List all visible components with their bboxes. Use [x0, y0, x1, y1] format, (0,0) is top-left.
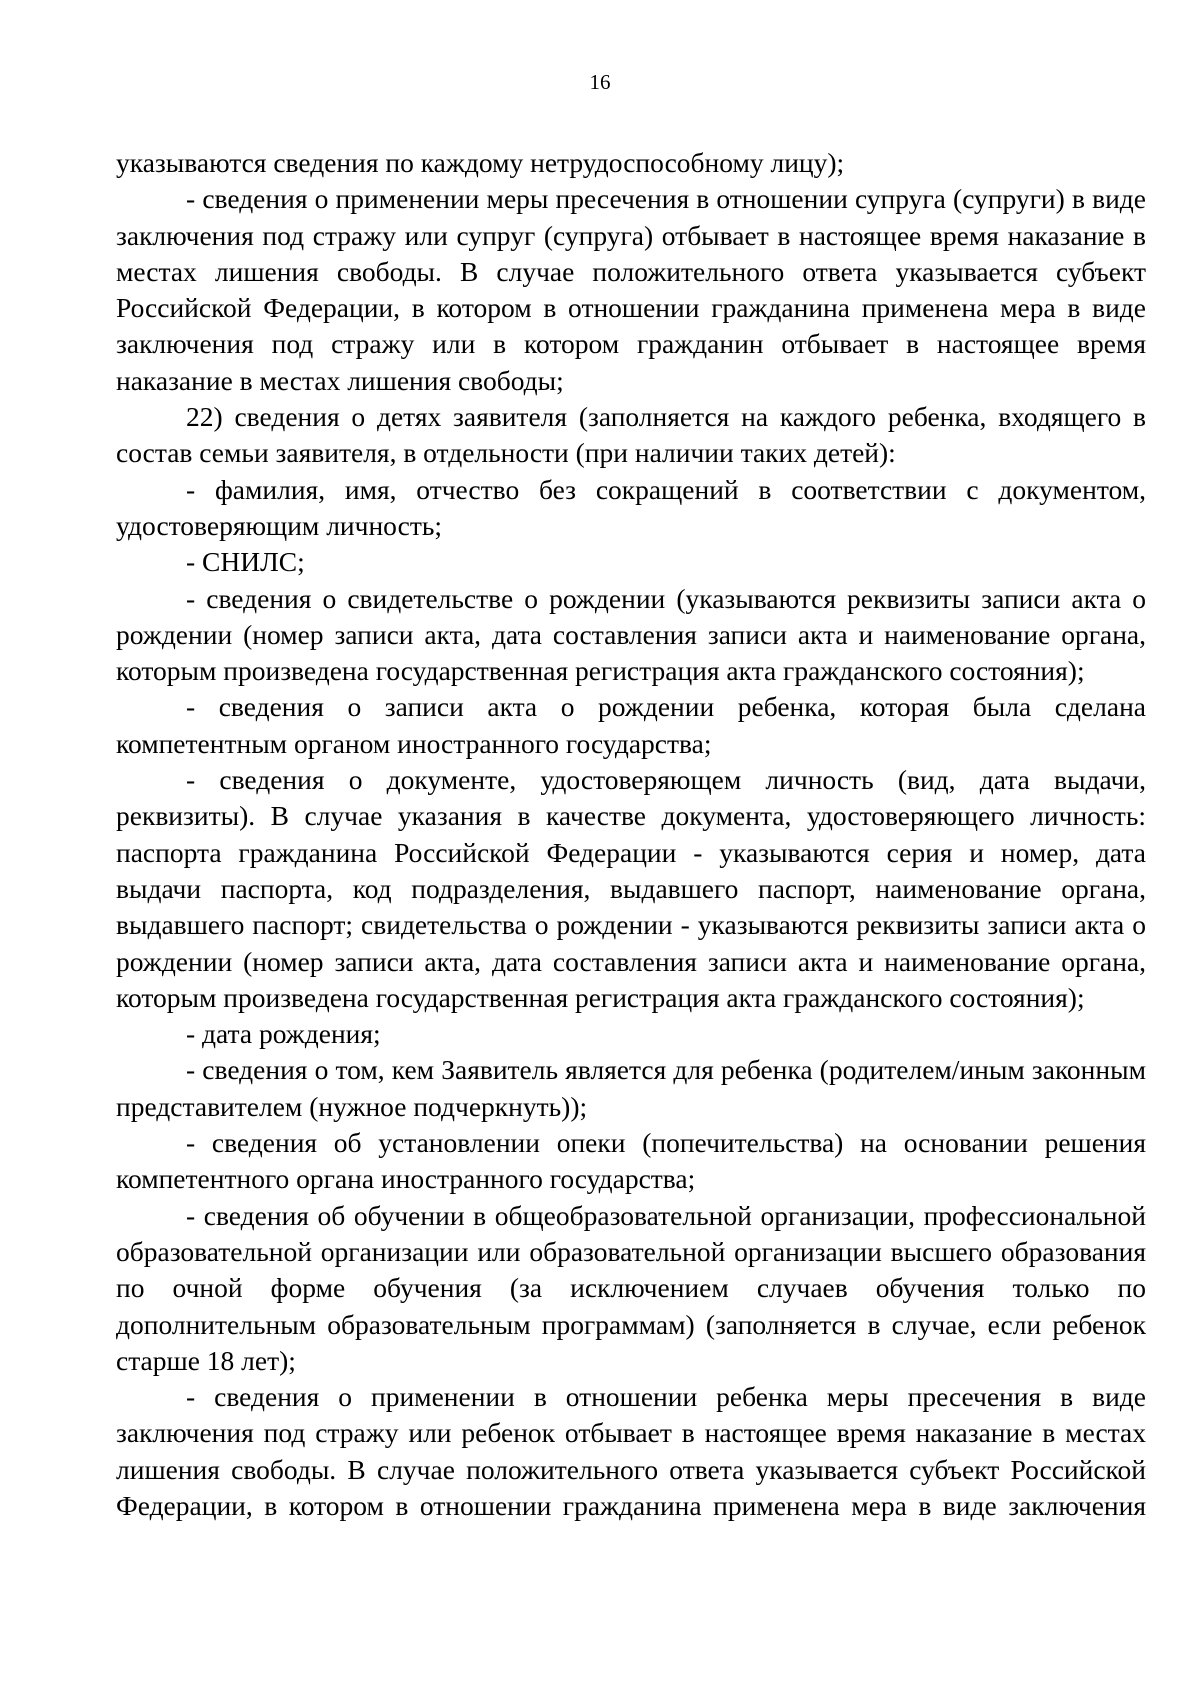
paragraph-snils: - СНИЛС; [186, 546, 305, 578]
paragraph-applicant-role: - сведения о том, кем Заявитель является для ребенка (родителем/иным законным представителем (нужное подчеркнуть)); [116, 1054, 1146, 1122]
paragraph-full-name: - фамилия, имя, отчество без сокращений в соответствии с документом, удостоверяющим личность; [116, 473, 1146, 541]
paragraph-birth-date: - дата рождения; [186, 1018, 381, 1050]
paragraph-continuation: указываются сведения по каждому нетрудоспособному лицу); [116, 147, 845, 178]
document-body [116, 145, 1146, 1524]
paragraph-birth-certificate: - сведения о свидетельстве о рождении (указываются реквизиты записи акта о рождении (номер записи акта, дата составления записи акта и наименование органа, которым произведена государственная регистрация акта гражданского состояния); [116, 582, 1146, 687]
paragraph-guardianship: - сведения об установлении опеки (попечительства) на основании решения компетентного органа иностранного государства; [116, 1127, 1146, 1195]
page-number: 16 [589, 70, 611, 94]
paragraph-identity-document: - сведения о документе, удостоверяющем личность (вид, дата выдачи, реквизиты). В случае указания в качестве документа, удостоверяющего личность: паспорта гражданина Российской Федерации - указываются серия и номер, дата выдачи паспорта, код подразделения, выдавшего паспорт, наименование органа, выдавшего паспорт; свидетельства о рождении - указываются реквизиты записи акта о рождении (номер записи акта, дата составления записи акта и наименование органа, которым произведена государственная регистрация акта гражданского состояния); [116, 764, 1146, 1013]
paragraph-spouse-custody: - сведения о применении меры пресечения в отношении супруга (супруги) в виде заключения под стражу или супруг (супруга) отбывает в настоящее время наказание в местах лишения свободы. В случае положительного ответа указывается субъект Российской Федерации, в котором в отношении гражданина применена мера в виде заключения под стражу или в котором гражданин отбывает в настоящее время наказание в местах лишения свободы; [116, 183, 1146, 396]
paragraph-foreign-birth-record: - сведения о записи акта о рождении ребенка, которая была сделана компетентным органом иностранного государства; [116, 691, 1146, 759]
paragraph-children-info: 22) сведения о детях заявителя (заполняется на каждого ребенка, входящего в состав семьи заявителя, в отдельности (при наличии таких детей): [116, 401, 1146, 469]
paragraph-education: - сведения об обучении в общеобразовательной организации, профессиональной образовательной организации или образовательной организации высшего образования по очной форме обучения (за исключением случаев обучения только по дополнительным образовательным программам) (заполняется в случае, если ребенок старше 18 лет); [116, 1199, 1146, 1376]
paragraph-child-custody: - сведения о применении в отношении ребенка меры пресечения в виде заключения под стражу или ребенок отбывает в настоящее время наказание в местах лишения свободы. В случае положительного ответа указывается субъект Российской Федерации, в котором в отношении гражданина применена мера в виде заключения [116, 1381, 1146, 1521]
